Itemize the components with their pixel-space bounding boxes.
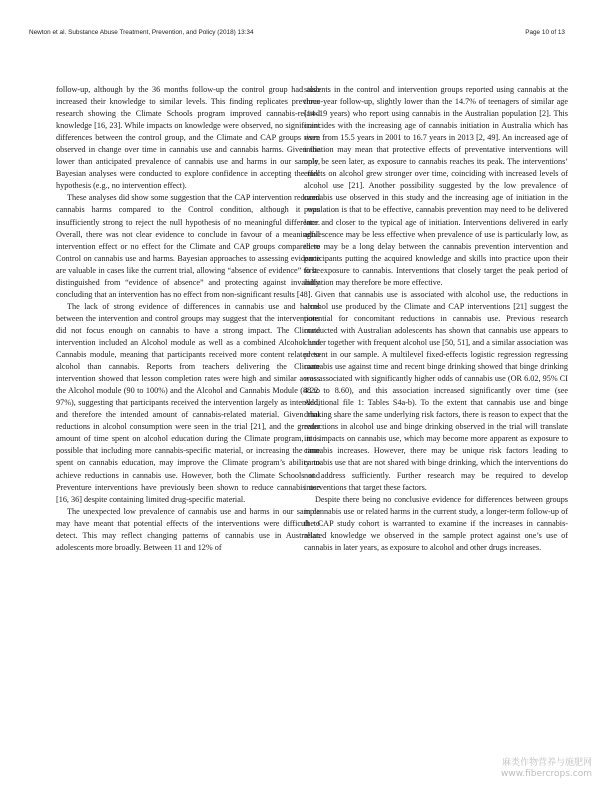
watermark-line: www.fibercrops.com xyxy=(501,769,592,779)
paragraph: students in the control and intervention groups reported using cannabis at the three-year follow-up, slightly lower than the 14.7% of teenagers of similar age (14–19 years) who report using cannabis in the Australian population [2]. This coincides with the increasing age of cannabis initiation in Australia which has risen from 15.5 years in 2001 to 16.7 years in 2013 [2, 49]. An increased age of initiation may mean that protective effects of preventative interventions will only be seen later, as exposure to cannabis reaches its peak. The interventions’ effects on alcohol grew stronger over time, coinciding with increased levels of alcohol use [21]. Another possibility suggested by the low prevalence of cannabis use observed in this study and the increasing age of initiation in the population is that to be effective, cannabis prevention may need to be delivered later and closer to the typical age of initiation. Interventions delivered in early adolescence may be less effective when prevalence of use is particularly low, as there may be a long delay between the cannabis prevention intervention and participants putting the acquired knowledge and skills into practice upon their first exposure to cannabis. Interventions that closely target the peak period of initiation may therefore be more effective. xyxy=(304,85,568,287)
watermark xyxy=(442,758,592,780)
paragraph: The lack of strong evidence of differences in cannabis use and harms between the intervention and control groups may suggest that the interventions did not focus enough on cannabis to have a strong impact. The Climate intervention included an Alcohol module as well as a combined Alcohol and Cannabis module, meaning that participants received more content related to alcohol than cannabis. Reports from teachers delivering the Climate intervention showed that lesson completion rates were high and similar across the Alcohol module (90 to 100%) and the Alcohol and Cannabis Module (88 to 97%), suggesting that participants received the intervention largely as intended, and therefore the intended amount of cannabis-related material. Given that reductions in alcohol consumption were seen in the trial [21], and the greater amount of time spent on alcohol education during the Climate program, it is possible that including more cannabis-specific material, or increasing the time spent on cannabis education, may improve the Climate program’s ability to achieve reductions in cannabis use. However, both the Climate Schools and Preventure interventions have previously been shown to reduce cannabis use [16, 36] despite containing limited drug-specific material. xyxy=(56,301,320,504)
paragraph: Given that cannabis use is associated with alcohol use, the reductions in alcohol use produced by the Climate and CAP interventions [21] suggest the potential for concomitant reductions in cannabis use. Previous research conducted with Australian adolescents has shown that cannabis use appears to cluster together with frequent alcohol use [50, 51], and a similar association was present in our sample. A multilevel fixed-effects logistic regression regressing cannabis use against time and recent binge drinking showed that binge drinking was associated with significantly higher odds of cannabis use (OR 6.02, 95% CI 4.22 to 8.60), and this association increased significantly over time (see Additional file 1: Tables S4a-b). To the extent that cannabis use and binge drinking share the same underlying risk factors, there is reason to expect that the reductions in alcohol use and binge drinking observed in the trial will translate into impacts on cannabis use, which may become more apparent as exposure to cannabis increases. However, there may be unique risk factors leading to cannabis use that are not shared with binge drinking, which the interventions do not address sufficiently. Further research may be required to develop interventions that target these factors. xyxy=(304,289,568,492)
paragraph: Despite there being no conclusive evidence for differences between groups in cannabis use or related harms in the current study, a longer-term follow-up of the CAP study cohort is warranted to examine if the increases in cannabis-related knowledge we observed in the sample protect against one’s use of cannabis in later years, as exposure to alcohol and other drugs increases. xyxy=(304,494,568,552)
page-number: Page 10 of 13 xyxy=(525,29,565,36)
paragraph: follow-up, although by the 36 months follow-up the control group had also increased their knowledge to similar levels. This finding replicates previous research showing the Climate Schools program improved cannabis-related knowledge [16, 23]. While impacts on knowledge were observed, no significant differences between the control group, and the Climate and CAP groups were observed in change over time in cannabis use and cannabis harms. Given the lower than anticipated prevalence of cannabis use and harms in our sample, Bayesian analyses were conducted to explore confidence in accepting the null hypothesis (e.g., no intervention effect). xyxy=(56,85,320,191)
left-column xyxy=(56,84,320,554)
paragraph: The unexpected low prevalence of cannabis use and harms in our sample may have meant that potential effects of the interventions were difficult to detect. This may reflect changing patterns of cannabis use in Australian adolescents more broadly. Between 11 and 12% of xyxy=(56,506,320,552)
watermark-line: 麻类作物营养与施肥网 xyxy=(501,758,592,768)
paragraph: These analyses did show some suggestion that the CAP intervention reduced cannabis harms compared to the Control condition, although it was insufficiently strong to reject the null hypothesis of no meaningful difference. Overall, there was not clear evidence to conclude in favour of a meaningful intervention effect or no effect for the Climate and CAP groups compared to Control on cannabis use and harms. Bayesian approaches to assessing evidence are valuable in cases like the current trial, allowing “absence of evidence” to be distinguished from “evidence of absence” and protecting against invalidly concluding that an intervention has no effect from non-significant results [48]. xyxy=(56,193,320,299)
right-column xyxy=(304,84,568,554)
page-header xyxy=(29,29,565,41)
running-head: Newton et al. Substance Abuse Treatment, Prevention, and Policy (2018) 13:34 xyxy=(29,29,254,36)
